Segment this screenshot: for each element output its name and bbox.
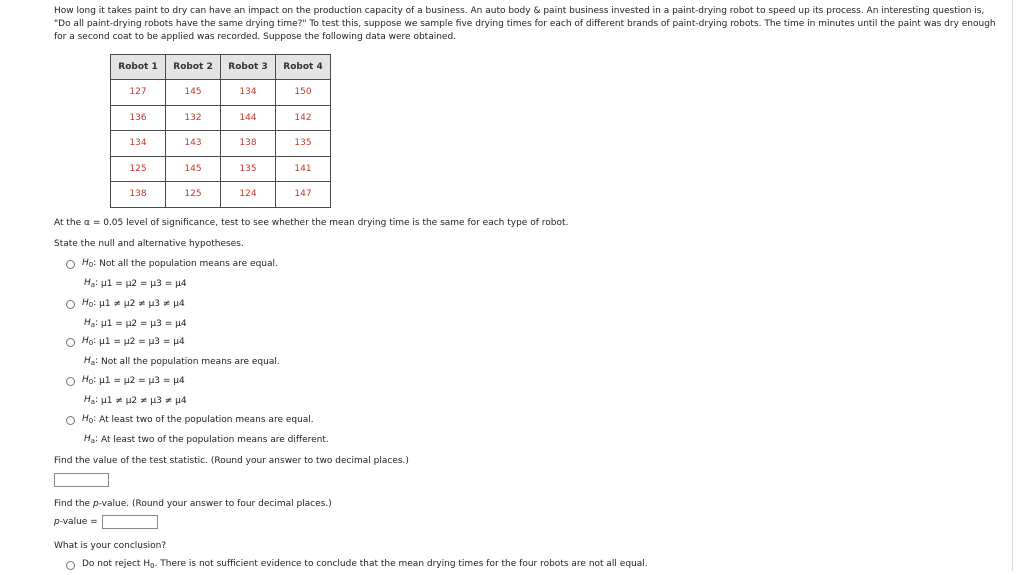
table-cell: 135 xyxy=(276,131,331,157)
table-cell: 127 xyxy=(111,80,166,106)
table-header: Robot 1 xyxy=(111,55,166,80)
table-row xyxy=(111,156,331,182)
hypothesis-option-4[interactable] xyxy=(66,371,187,411)
ha-label: $H_a$: xyxy=(84,278,101,289)
radio-button[interactable] xyxy=(66,561,75,570)
ha-text: μ1 = μ2 = μ3 = μ4 xyxy=(100,319,187,329)
conclusion-prompt: What is your conclusion? xyxy=(54,541,167,551)
table-cell: 134 xyxy=(111,131,166,157)
significance-text: At the α = 0.05 level of significance, test to see whether the mean drying time is the same for each type of robot. xyxy=(54,218,569,228)
h0-label: $H_0$: xyxy=(82,375,100,386)
h0-text: Not all the population means are equal. xyxy=(99,259,278,269)
table-cell: 138 xyxy=(111,182,166,208)
hypothesis-option-5[interactable] xyxy=(66,410,329,450)
table-cell: 125 xyxy=(166,182,221,208)
radio-button[interactable] xyxy=(66,260,75,269)
question-intro: How long it takes paint to dry can have an impact on the production capacity of a business. An auto body & paint business invested in a paint-drying robot to speed up its process. An interesting question is, "Do all paint-drying robots have the same drying time?" To test this, suppose we sample five drying times for each of different brands of paint-drying robots. The time in minutes until the paint was dry enough for a second coat to be applied was recorded. Suppose the following data were obtained. xyxy=(54,6,996,42)
ha-label: $H_a$: xyxy=(84,356,101,367)
h0-label: $H_0$: xyxy=(82,414,100,425)
table-cell: 143 xyxy=(166,131,221,157)
table-row xyxy=(111,182,331,208)
ha-text: μ1 ≠ μ2 ≠ μ3 ≠ μ4 xyxy=(100,396,187,406)
hypothesis-option-3[interactable] xyxy=(66,332,280,372)
data-table xyxy=(110,54,331,208)
h0-text: μ1 ≠ μ2 ≠ μ3 ≠ μ4 xyxy=(99,299,185,309)
table-cell: 147 xyxy=(276,182,331,208)
hypothesis-option-2[interactable] xyxy=(66,294,187,334)
radio-button[interactable] xyxy=(66,377,75,386)
ha-label: $H_a$: xyxy=(84,434,101,445)
table-cell: 145 xyxy=(166,156,221,182)
radio-button[interactable] xyxy=(66,300,75,309)
hypothesis-option-1[interactable] xyxy=(66,254,278,294)
table-cell: 136 xyxy=(111,105,166,131)
pvalue-input[interactable] xyxy=(102,515,158,529)
table-row xyxy=(111,131,331,157)
hypotheses-prompt: State the null and alternative hypotheses. xyxy=(54,239,244,249)
table-cell: 124 xyxy=(221,182,276,208)
radio-button[interactable] xyxy=(66,338,75,347)
table-cell: 134 xyxy=(221,80,276,106)
table-cell: 141 xyxy=(276,156,331,182)
h0-label: $H_0$: xyxy=(82,298,100,309)
test-statistic-input[interactable] xyxy=(54,473,109,487)
ha-text: At least two of the population means are different. xyxy=(100,435,329,445)
h0-text: μ1 = μ2 = μ3 = μ4 xyxy=(99,337,185,347)
ha-label: $H_a$: xyxy=(84,318,101,329)
table-cell: 132 xyxy=(166,105,221,131)
table-cell: 125 xyxy=(111,156,166,182)
table-cell: 145 xyxy=(166,80,221,106)
table-header: Robot 2 xyxy=(166,55,221,80)
pvalue-label: p-value = xyxy=(54,517,98,527)
table-cell: 150 xyxy=(276,80,331,106)
h0-text: μ1 = μ2 = μ3 = μ4 xyxy=(99,376,185,386)
h0-label: $H_0$: xyxy=(82,258,100,269)
table-cell: 142 xyxy=(276,105,331,131)
table-cell: 138 xyxy=(221,131,276,157)
table-header: Robot 4 xyxy=(276,55,331,80)
table-cell: 135 xyxy=(221,156,276,182)
pvalue-row xyxy=(54,515,158,529)
ha-text: μ1 = μ2 = μ3 = μ4 xyxy=(100,279,187,289)
h0-label: $H_0$: xyxy=(82,336,100,347)
conclusion-text: Do not reject $H_0$. There is not sufficient evidence to conclude that the mean drying times for the four robots are not all equal. xyxy=(82,559,648,570)
conclusion-option-1[interactable] xyxy=(66,555,648,575)
radio-button[interactable] xyxy=(66,416,75,425)
pvalue-prompt: Find the p-value. (Round your answer to four decimal places.) xyxy=(54,499,332,509)
table-cell: 144 xyxy=(221,105,276,131)
ha-label: $H_a$: xyxy=(84,395,101,406)
table-row xyxy=(111,80,331,106)
ha-text: Not all the population means are equal. xyxy=(100,357,280,367)
table-header: Robot 3 xyxy=(221,55,276,80)
h0-text: At least two of the population means are equal. xyxy=(99,415,314,425)
table-row xyxy=(111,105,331,131)
test-statistic-prompt: Find the value of the test statistic. (Round your answer to two decimal places.) xyxy=(54,456,409,466)
